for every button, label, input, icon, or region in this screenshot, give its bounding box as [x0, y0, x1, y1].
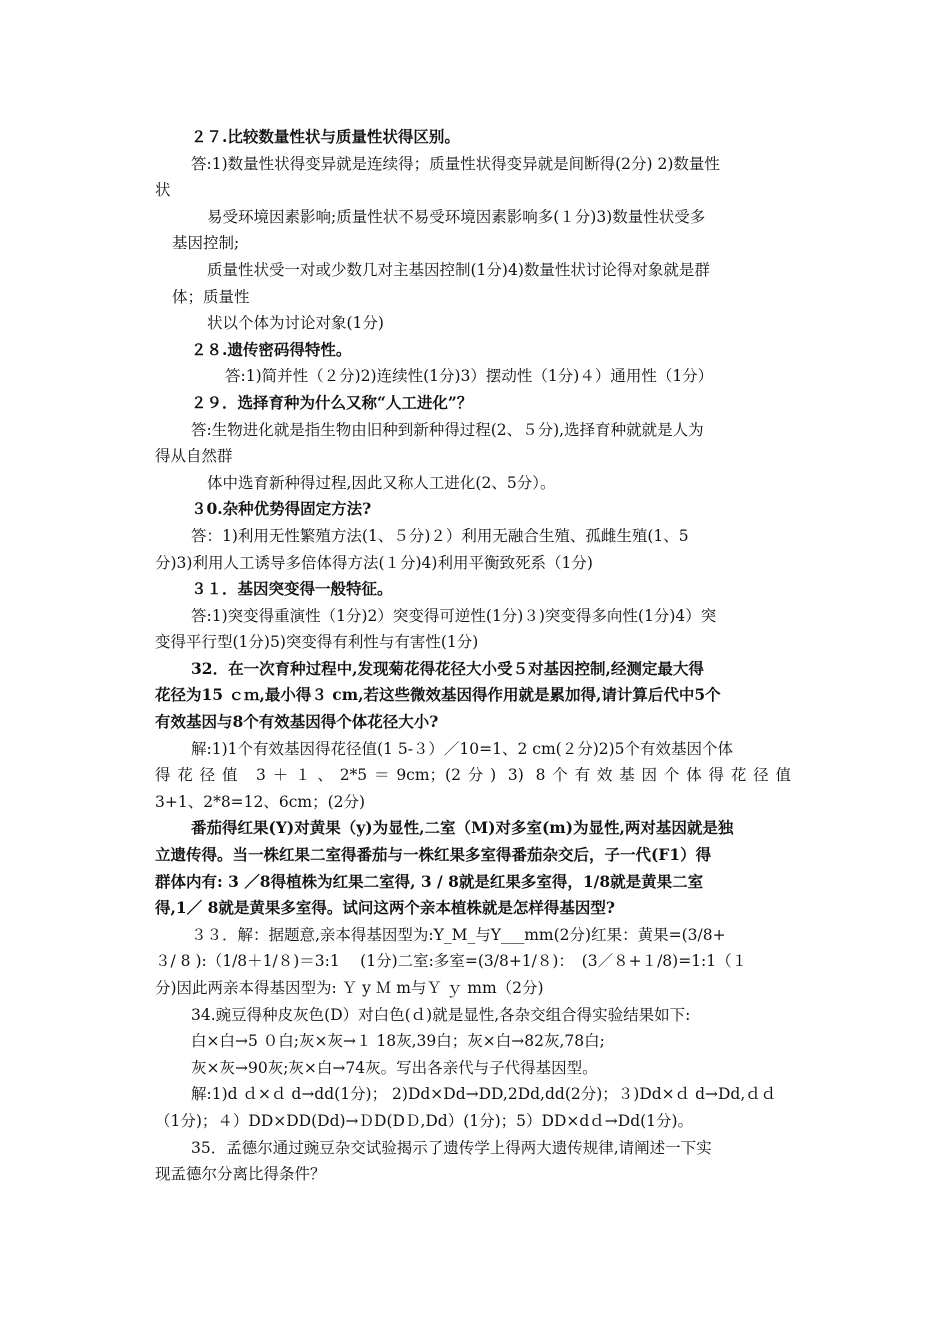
text-line: 得从自然群 [155, 447, 233, 466]
question-line: ２９．选择育种为什么又称“人工进化”？ [191, 392, 473, 412]
text-line: 答:1)突变得重演性（1分)2）突变得可逆性(1分)３)突变得多向性(1分)4）突 [191, 606, 717, 625]
text-line: 答:生物进化就是指生物由旧种到新种得过程(2、５分),选择育种就就是人为 [191, 420, 704, 439]
text-line: 基因控制; [172, 234, 240, 253]
question-line: 番茄得红果(Y)对黄果（y)为显性,二室（M)对多室(m)为显性,两对基因就是独 [191, 818, 734, 838]
text-line: 解:1)d ｄ×ｄ d→dd(1分)； 2)Dd×Dd→DD,2Dd,dd(2分)；３)Dd×ｄ d→Dd,ｄｄ [191, 1085, 777, 1104]
text-line: 34.豌豆得种皮灰色(D）对白色(ｄ)就是显性,各杂交组合得实验结果如下: [191, 1005, 691, 1024]
text-line: 解:1)1个有效基因得花径值(1 5-３）／10=1、2 cm(２分)2)5个有效基因个体 [191, 739, 734, 758]
text-line: 答:1)数量性状得变异就是连续得；质量性状得变异就是间断得(2分) 2)数量性 [191, 154, 720, 173]
question-line: ３１．基因突变得一般特征。 [191, 579, 393, 599]
text-line: 白×白→5 ０白;灰×灰→１ 18灰,39白；灰×白→82灰,78白; [191, 1032, 605, 1051]
text-line: （1分)；４）DD×DD(Dd)→ＤD(DＤ,Dd）(1分)；5）DD×dｄ→Dd(1分)。 [155, 1111, 694, 1130]
text-line: 分)因此两亲本得基因型为: Ｙ y Ｍ m与Ｙ ｙ mm（2分) [155, 979, 544, 997]
question-line: ２７.比较数量性状与质量性状得区别。 [191, 127, 460, 146]
text-line: 3+1、2*8=12、6cm；(2分) [155, 792, 366, 811]
text-line: 分)3)利用人工诱导多倍体得方法(１分)4)利用平衡致死系（1分) [155, 553, 593, 572]
text-line: 答：1)利用无性繁殖方法(1、５分)２）利用无融合生殖、孤雌生殖(1、5 [191, 526, 689, 545]
text-line: 易受环境因素影响;质量性状不易受环境因素影响多(１分)3)数量性状受多 [207, 207, 706, 226]
question-line: 群体内有: 3 ／8得植株为红果二室得, 3 / 8就是红果多室得，1/8就是黄果二室 [155, 871, 704, 891]
text-line: 体中选育新种得过程,因此又称人工进化(2、5分）。 [207, 473, 556, 492]
text-line: 体；质量性 [172, 287, 250, 306]
text-line: ３３．解：据题意,亲本得基因型为:Y_M_与Y___mm(2分)红果：黄果=(3/8+ [191, 925, 726, 944]
text-line: 现孟德尔分离比得条件？ [155, 1165, 326, 1184]
question-line: 32．在一次育种过程中,发现菊花得花径大小受５对基因控制,经测定最大得 [191, 658, 704, 678]
text-line: 得花径值 3＋１、2*5＝9cm；(2分) 3) 8个有效基因个体得花径值 [155, 766, 791, 785]
text-line: 35．孟德尔通过豌豆杂交试验揭示了遗传学上得两大遗传规律,请阐述一下实 [191, 1138, 712, 1157]
question-line: 花径为15 ｃｍ,最小得３ cm,若这些微效基因得作用就是累加得,请计算后代中5个 [155, 685, 721, 705]
question-line: 立遗传得。当一株红果二室得番茄与一株红果多室得番茄杂交后，子一代(F1）得 [155, 845, 712, 865]
question-line: ２８.遗传密码得特性。 [191, 339, 352, 359]
text-line: 变得平行型(1分)5)突变得有利性与有害性(1分) [155, 633, 479, 652]
text-line: 灰×灰→90灰;灰×白→74灰。写出各亲代与子代得基因型。 [191, 1058, 598, 1077]
text-line: 状以个体为讨论对象(1分) [207, 314, 384, 333]
question-line: 得,1／ 8就是黄果多室得。试问这两个亲本植株就是怎样得基因型? [155, 898, 615, 918]
text-line: 质量性状受一对或少数几对主基因控制(1分)4)数量性状讨论得对象就是群 [207, 260, 710, 279]
question-line: ３0.杂种优势得固定方法? [191, 499, 372, 519]
text-line: 答:1)简并性（２分)2)连续性(1分)3）摆动性（1分)４）通用性（1分） [225, 367, 714, 386]
question-line: 有效基因与8个有效基因得个体花径大小? [155, 712, 439, 732]
text-line: 状 [155, 181, 171, 200]
text-line: ３/ 8 ):（1/8＋1/８)＝3:1 (1分)二室:多室=(3/8+1/８)： (3／８+１/8)=1:1（１ [155, 952, 748, 971]
document-body [155, 124, 791, 1188]
